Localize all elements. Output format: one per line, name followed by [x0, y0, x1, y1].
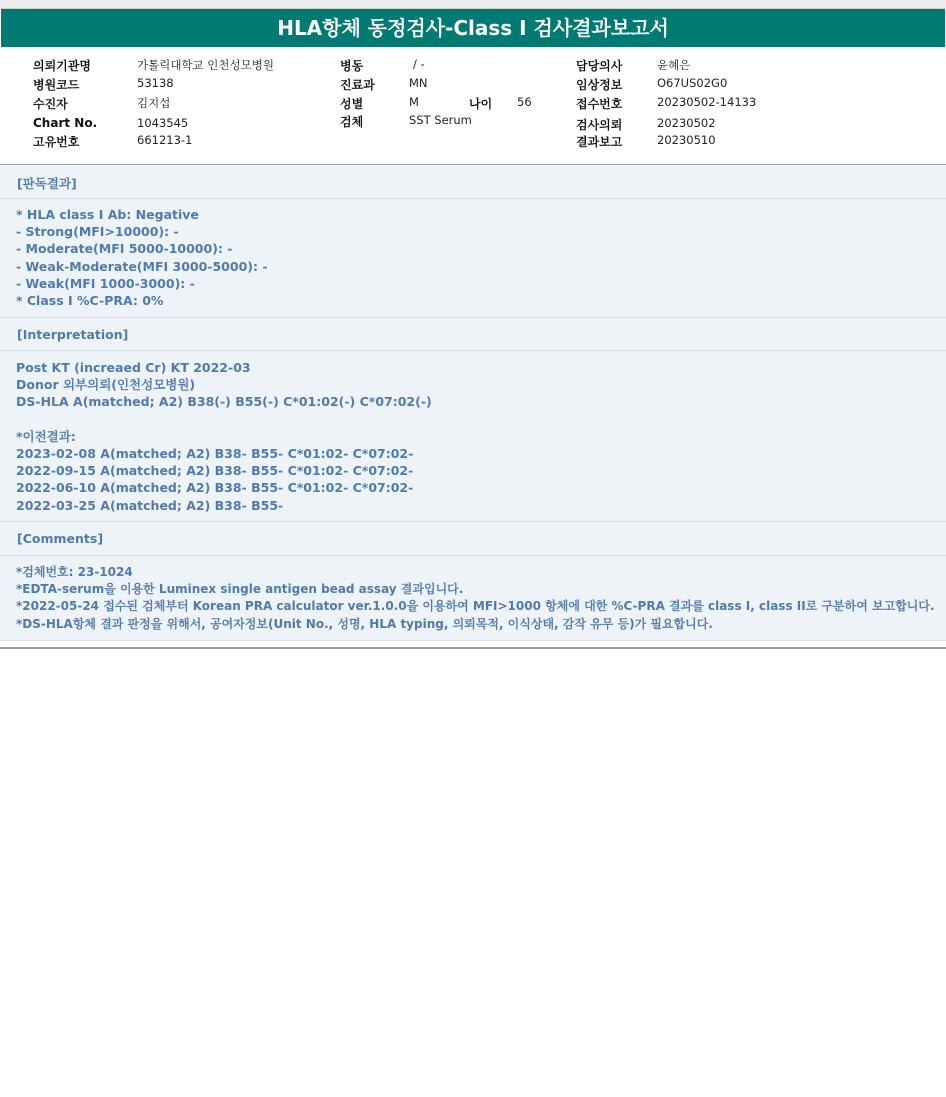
label-request-date: 검사의뢰: [576, 118, 623, 132]
value-ward: / -: [413, 57, 425, 71]
comments-lines: [16, 564, 935, 633]
report-title: HLA항체 동정검사-Class I 검사결과보고서: [1, 9, 945, 47]
value-age: 56: [517, 95, 532, 109]
result-section-title: [판독결과]: [17, 176, 77, 191]
interpretation-line: 2022-09-15 A(matched; A2) B38- B55- C*01:02- C*07:02-: [16, 463, 414, 479]
value-request-date: 20230502: [657, 116, 716, 130]
value-department: MN: [409, 76, 428, 90]
value-patient: 김지섭: [137, 96, 171, 110]
label-requesting-institution: 의뢰기관명: [33, 59, 91, 73]
result-section-body: [0, 199, 946, 317]
comment-line: *DS-HLA항체 결과 판정을 위해서, 공여자정보(Unit No., 성명, HLA typing, 의뢰목적, 이식상태, 감작 유무 등)가 필요합니다.: [16, 616, 713, 631]
interpretation-line: Donor 외부의뢰(인천성모병원): [16, 377, 196, 393]
label-age: 나이: [469, 97, 493, 111]
label-patient: 수진자: [33, 97, 68, 111]
comment-line: *검체번호: 23-1024: [16, 565, 133, 579]
result-line: * Class I %C-PRA: 0%: [16, 293, 164, 309]
interpretation-line: 2022-06-10 A(matched; A2) B38- B55- C*01:02- C*07:02-: [16, 480, 414, 496]
interpretation-line: 2023-02-08 A(matched; A2) B38- B55- C*01:02- C*07:02-: [16, 446, 414, 461]
value-unique-id: 661213-1: [137, 133, 193, 147]
label-ward: 병동: [340, 59, 364, 73]
value-specimen: SST Serum: [409, 113, 472, 127]
label-clinical-info: 임상정보: [576, 78, 623, 92]
value-receipt-no: 20230502-14133: [657, 95, 757, 109]
interpretation-section-body: [0, 351, 946, 521]
value-requesting-institution: 가톨릭대학교 인천성모병원: [137, 58, 274, 72]
label-physician: 담당의사: [576, 59, 623, 73]
result-line: - Weak(MFI 1000-3000): -: [16, 275, 195, 291]
comment-line: *2022-05-24 접수된 검체부터 Korean PRA calculator ver.1.0.0을 이용하여 MFI>1000 항체에 대한 %C-PRA 결과를 class I, class II로 구분하여 보고합니다.: [16, 599, 935, 614]
interpretation-line: [16, 411, 432, 428]
divider: [0, 164, 946, 165]
label-chart-no: Chart No.: [33, 116, 98, 130]
interpretation-lines: [16, 359, 432, 514]
value-physician: 윤혜은: [657, 58, 691, 72]
window-top-strip: [0, 0, 946, 9]
report-bottom-border: [0, 647, 946, 649]
comments-section-body: [0, 556, 946, 640]
interpretation-line: 2022-03-25 A(matched; A2) B38- B55-: [16, 497, 284, 513]
interpretation-section-header: [0, 318, 946, 350]
value-report-date: 20230510: [657, 133, 716, 147]
comments-section-header: [0, 522, 946, 555]
interpretation-line: DS-HLA A(matched; A2) B38(-) B55(-) C*01:02(-) C*07:02(-): [16, 394, 432, 410]
patient-info-panel: [0, 47, 946, 164]
result-line: - Weak-Moderate(MFI 3000-5000): -: [16, 258, 268, 274]
result-lines: [16, 206, 268, 309]
result-section-header: [0, 166, 946, 198]
interpretation-line: *이전결과:: [16, 428, 76, 444]
interpretation-line: Post KT (increaed Cr) KT 2022-03: [16, 360, 251, 375]
result-line: - Strong(MFI>10000): -: [16, 224, 179, 240]
value-sex: M: [409, 95, 419, 109]
comments-section-title: [Comments]: [17, 531, 104, 546]
label-sex: 성별: [340, 97, 364, 111]
label-report-date: 결과보고: [576, 135, 623, 149]
label-specimen: 검체: [340, 115, 364, 129]
value-clinical-info: O67US02G0: [657, 76, 728, 90]
label-receipt-no: 접수번호: [576, 97, 623, 111]
label-hospital-code: 병원코드: [33, 78, 80, 92]
value-chart-no: 1043545: [137, 116, 189, 130]
label-department: 진료과: [340, 78, 375, 92]
value-hospital-code: 53138: [137, 76, 174, 90]
comment-line: *EDTA-serum을 이용한 Luminex single antigen bead assay 결과입니다.: [16, 582, 464, 597]
result-line: * HLA class I Ab: Negative: [16, 207, 199, 222]
interpretation-section-title: [Interpretation]: [17, 327, 129, 342]
label-unique-id: 고유번호: [33, 135, 80, 149]
divider: [0, 640, 946, 641]
result-line: - Moderate(MFI 5000-10000): -: [16, 241, 233, 257]
